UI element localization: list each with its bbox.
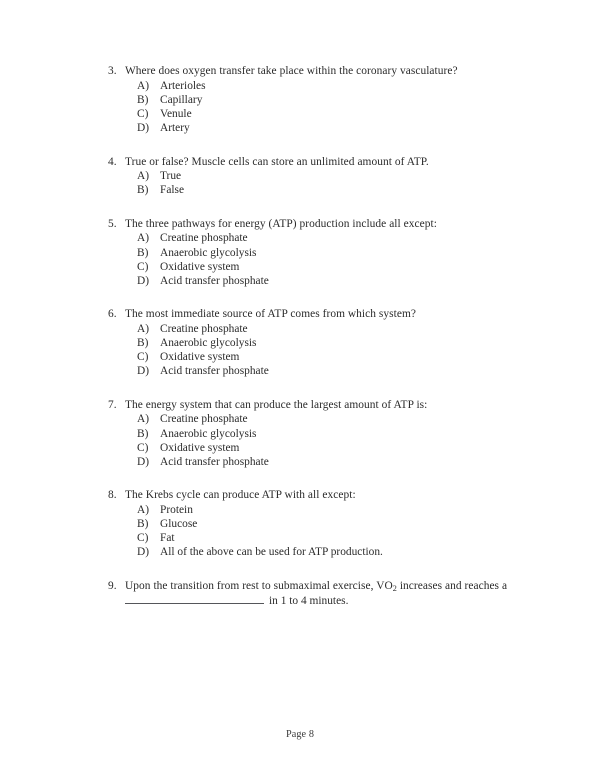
option-text: Acid transfer phosphate	[160, 274, 269, 287]
option-text: Anaerobic glycolysis	[160, 427, 257, 440]
question-text: The three pathways for energy (ATP) production include all except:	[125, 217, 437, 230]
question-number: 6.	[108, 308, 117, 321]
option-letter: D)	[137, 274, 150, 287]
option-row[interactable]	[108, 274, 528, 288]
option-row[interactable]	[108, 246, 528, 260]
option-text: False	[160, 184, 185, 197]
option-text: Anaerobic glycolysis	[160, 246, 257, 259]
option-letter: B)	[137, 246, 149, 259]
question-block	[108, 488, 528, 560]
question-text	[125, 579, 528, 593]
option-text: Anaerobic glycolysis	[160, 337, 257, 350]
option-row[interactable]	[108, 93, 528, 107]
question-text: The most immediate source of ATP comes from which system?	[125, 308, 417, 321]
option-text: Glucose	[160, 518, 198, 531]
fill-in-blank-row	[108, 593, 528, 608]
option-letter: A)	[137, 322, 150, 335]
question-text: True or false? Muscle cells can store an unlimited amount of ATP.	[125, 155, 429, 168]
page-footer: Page 8	[285, 729, 315, 740]
option-row[interactable]	[108, 183, 528, 197]
option-list	[108, 503, 528, 560]
option-row[interactable]	[108, 231, 528, 245]
option-letter: D)	[137, 365, 150, 378]
option-text: Artery	[160, 122, 190, 135]
option-text: Oxidative system	[160, 260, 240, 273]
question-block	[108, 217, 528, 289]
question-number: 3.	[108, 65, 117, 77]
fill-in-blank-field[interactable]	[125, 593, 264, 604]
option-row[interactable]	[108, 412, 528, 426]
question-text: The Krebs cycle can produce ATP with all except:	[125, 489, 356, 502]
question-stem	[108, 64, 528, 78]
question-number: 9.	[108, 579, 117, 592]
option-letter: A)	[137, 79, 150, 92]
option-text: Oxidative system	[160, 441, 240, 454]
option-row[interactable]	[108, 350, 528, 364]
option-row[interactable]	[108, 503, 528, 517]
option-letter: D)	[137, 546, 150, 559]
question-stem	[108, 217, 528, 231]
option-letter: C)	[137, 441, 149, 454]
option-letter: D)	[137, 455, 150, 468]
option-row[interactable]	[108, 79, 528, 93]
option-letter: C)	[137, 108, 149, 121]
option-text: Oxidative system	[160, 351, 240, 364]
option-row[interactable]	[108, 169, 528, 183]
subscript-two: 2	[392, 583, 397, 593]
option-row[interactable]	[108, 336, 528, 350]
question-number: 4.	[108, 155, 117, 168]
option-list	[108, 231, 528, 288]
question-stem	[108, 579, 528, 593]
question-block	[108, 155, 528, 198]
option-letter: B)	[137, 337, 149, 350]
option-text: Protein	[160, 503, 193, 516]
option-letter: A)	[137, 413, 150, 426]
question-list	[108, 64, 528, 627]
option-text: Venule	[160, 108, 192, 121]
question-stem	[108, 488, 528, 502]
option-row[interactable]	[108, 531, 528, 545]
option-row[interactable]	[108, 545, 528, 559]
fill-in-blank-tail-text: in 1 to 4 minutes.	[269, 594, 349, 607]
question-block	[108, 64, 528, 136]
option-letter: C)	[137, 260, 149, 273]
option-letter: B)	[137, 427, 149, 440]
question-text-part-one: Upon the transition from rest to submaximal exercise, VO	[125, 579, 393, 592]
option-letter: C)	[137, 351, 149, 364]
question-text-part-two: increases and reaches a	[396, 579, 508, 592]
question-text: The energy system that can produce the largest amount of ATP is:	[125, 398, 428, 411]
option-letter: A)	[137, 503, 150, 516]
option-row[interactable]	[108, 260, 528, 274]
option-letter: B)	[137, 93, 149, 106]
question-block	[108, 398, 528, 470]
option-text: Creatine phosphate	[160, 322, 248, 335]
option-text: Acid transfer phosphate	[160, 365, 269, 378]
option-row[interactable]	[108, 427, 528, 441]
option-row[interactable]	[108, 455, 528, 469]
question-number: 5.	[108, 217, 117, 230]
option-text: Creatine phosphate	[160, 413, 248, 426]
option-letter: C)	[137, 532, 149, 545]
option-row[interactable]	[108, 121, 528, 135]
option-letter: B)	[137, 184, 149, 197]
option-list	[108, 79, 528, 136]
option-letter: D)	[137, 122, 150, 135]
option-list	[108, 322, 528, 379]
question-stem	[108, 398, 528, 412]
option-text: Creatine phosphate	[160, 232, 248, 245]
question-number: 7.	[108, 398, 117, 411]
option-letter: A)	[137, 232, 150, 245]
option-row[interactable]	[108, 107, 528, 121]
option-letter: B)	[137, 518, 149, 531]
question-stem	[108, 307, 528, 321]
question-text: Where does oxygen transfer take place within the coronary vasculature?	[125, 65, 458, 77]
option-list	[108, 412, 528, 469]
question-stem	[108, 155, 528, 169]
option-text: Acid transfer phosphate	[160, 455, 269, 468]
option-text: Arterioles	[160, 79, 206, 92]
question-number: 8.	[108, 489, 117, 502]
option-letter: A)	[137, 170, 150, 183]
option-row[interactable]	[108, 517, 528, 531]
option-row[interactable]	[108, 441, 528, 455]
option-text: All of the above can be used for ATP production.	[160, 546, 383, 559]
option-text: Fat	[160, 532, 175, 545]
question-block	[108, 307, 528, 379]
question-block	[108, 579, 528, 608]
option-text: Capillary	[160, 93, 203, 106]
option-row[interactable]	[108, 364, 528, 378]
option-row[interactable]	[108, 322, 528, 336]
option-list	[108, 169, 528, 197]
option-text: True	[160, 170, 182, 183]
